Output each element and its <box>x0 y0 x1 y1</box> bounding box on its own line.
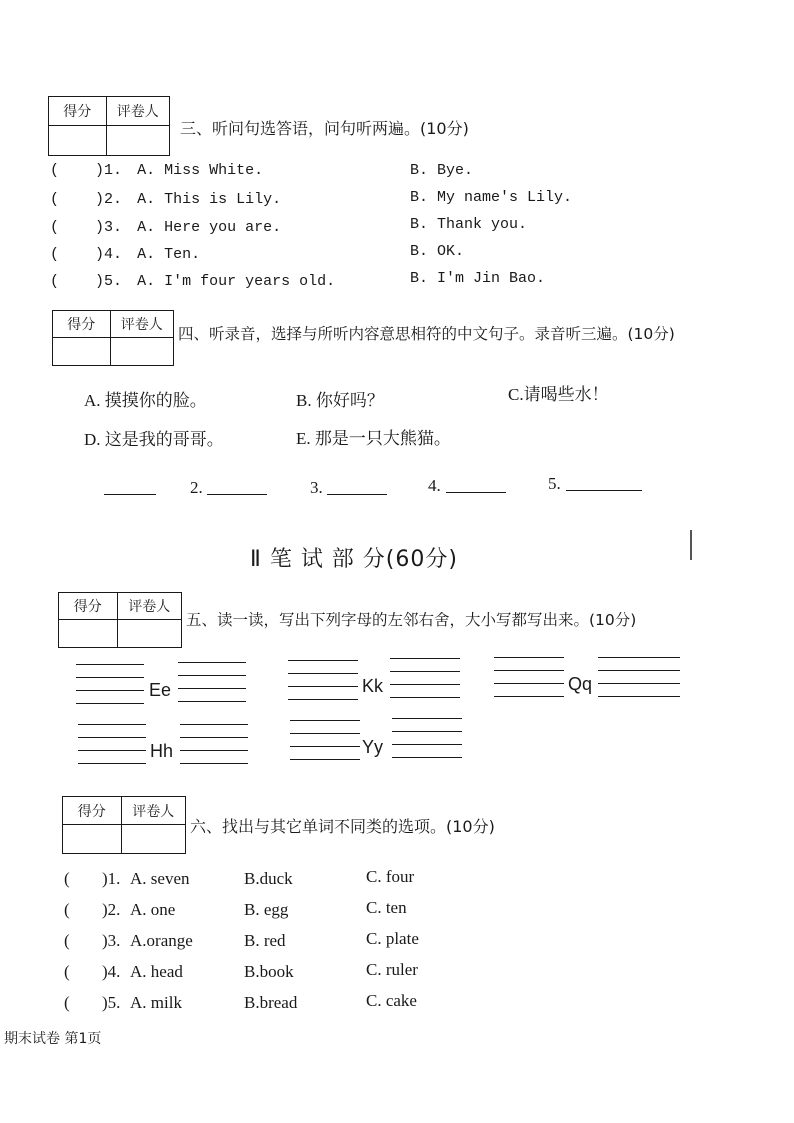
write-line[interactable] <box>288 660 358 661</box>
letter-yy: Yy <box>362 737 384 757</box>
option-b: B. Thank you. <box>410 216 528 233</box>
write-line[interactable] <box>598 657 680 658</box>
write-line[interactable] <box>288 699 358 700</box>
blank-label: 2. <box>190 478 203 497</box>
paren[interactable]: ( <box>50 219 60 236</box>
option-b: B. red <box>244 931 286 950</box>
answer-blank-4[interactable] <box>446 492 506 493</box>
option-a: A. seven <box>130 869 190 888</box>
score-cell[interactable] <box>63 825 122 853</box>
write-line[interactable] <box>180 724 248 725</box>
grader-cell[interactable] <box>111 338 173 365</box>
score-box-section3 <box>48 96 170 156</box>
write-line[interactable] <box>76 703 144 704</box>
score-cell[interactable] <box>53 338 111 365</box>
grader-cell[interactable] <box>122 825 185 853</box>
option-b: B. egg <box>244 900 289 919</box>
paren[interactable]: ( <box>50 246 60 263</box>
grader-label: 评卷人 <box>111 311 173 338</box>
letter-hh: Hh <box>150 741 174 761</box>
page-footer: 期末试卷 第1页 <box>4 1031 102 1047</box>
write-line[interactable] <box>178 675 246 676</box>
option-a: A. I'm four years old. <box>137 273 336 290</box>
answer-paren[interactable]: ( <box>64 962 70 981</box>
answer-blank-3[interactable] <box>327 494 387 495</box>
grader-cell[interactable] <box>118 620 181 647</box>
write-line[interactable] <box>494 657 564 658</box>
score-cell[interactable] <box>59 620 118 647</box>
answer-paren[interactable]: ( <box>64 993 70 1012</box>
write-line[interactable] <box>76 664 144 665</box>
part2-title: Ⅱ 笔 试 部 分(60分) <box>250 547 458 572</box>
write-line[interactable] <box>390 658 460 659</box>
section4-title: 四、听录音，选择与所听内容意思相符的中文句子。录音听三遍。(10分) <box>178 325 675 343</box>
write-line[interactable] <box>390 671 460 672</box>
option-b: B.bread <box>244 993 298 1012</box>
option-a: A. one <box>130 900 176 919</box>
write-line[interactable] <box>598 670 680 671</box>
answer-blank-1[interactable] <box>104 494 156 495</box>
write-line[interactable] <box>290 759 360 760</box>
item-number: )4. <box>102 962 121 981</box>
item-number: 3. <box>104 219 123 236</box>
write-line[interactable] <box>78 763 146 764</box>
write-line[interactable] <box>392 744 462 745</box>
write-line[interactable] <box>180 750 248 751</box>
option-b: B. 你好吗？ <box>296 391 384 410</box>
paren[interactable]: ( <box>50 162 60 179</box>
letter-ee: Ee <box>149 680 172 700</box>
option-b: B.book <box>244 962 294 981</box>
answer-paren[interactable]: ( <box>64 869 70 888</box>
item-number: 1. <box>104 162 123 179</box>
score-label: 得分 <box>53 311 111 338</box>
write-line[interactable] <box>178 662 246 663</box>
section6-title: 六、找出与其它单词不同类的选项。(10分) <box>190 817 495 836</box>
write-line[interactable] <box>288 686 358 687</box>
write-line[interactable] <box>178 688 246 689</box>
write-line[interactable] <box>290 720 360 721</box>
letter-qq: Qq <box>568 674 593 694</box>
item-number: 4. <box>104 246 123 263</box>
write-line[interactable] <box>290 733 360 734</box>
write-line[interactable] <box>494 696 564 697</box>
write-line[interactable] <box>598 696 680 697</box>
score-box-section4 <box>52 310 174 366</box>
write-line[interactable] <box>392 731 462 732</box>
option-a: A. This is Lily. <box>137 191 282 208</box>
write-line[interactable] <box>494 670 564 671</box>
list-item: ( )1. A. Miss White. <box>50 162 264 179</box>
write-line[interactable] <box>78 750 146 751</box>
option-c: C.请喝些水！ <box>508 385 609 404</box>
write-line[interactable] <box>392 757 462 758</box>
write-line[interactable] <box>178 701 246 702</box>
write-line[interactable] <box>290 746 360 747</box>
option-b: B. Bye. <box>410 162 474 179</box>
score-label: 得分 <box>59 593 118 620</box>
write-line[interactable] <box>180 763 248 764</box>
write-line[interactable] <box>494 683 564 684</box>
list-item: ( )2. A. This is Lily. <box>50 191 282 208</box>
grader-label: 评卷人 <box>122 797 185 825</box>
option-c: C. four <box>366 867 415 886</box>
section5-title: 五、读一读，写出下列字母的左邻右舍，大小写都写出来。(10分) <box>186 611 637 629</box>
answer-blank-2[interactable] <box>207 494 267 495</box>
grader-label: 评卷人 <box>107 97 169 126</box>
option-a: A.orange <box>130 931 193 950</box>
score-label: 得分 <box>49 97 107 126</box>
option-b: B. I'm Jin Bao. <box>410 270 546 287</box>
write-line[interactable] <box>180 737 248 738</box>
option-a: A. 摸摸你的脸。 <box>84 391 207 410</box>
answer-paren[interactable]: ( <box>64 900 70 919</box>
grader-cell[interactable] <box>107 126 169 155</box>
option-c: C. plate <box>366 929 419 948</box>
option-b: B. OK. <box>410 243 465 260</box>
write-line[interactable] <box>392 718 462 719</box>
letter-kk: Kk <box>362 676 384 696</box>
item-number: )5. <box>102 993 121 1012</box>
option-a: A. Here you are. <box>137 219 282 236</box>
section3-title: 三、听问句选答语，问句听两遍。(10分) <box>180 119 469 138</box>
blank-label: 1. <box>76 477 89 496</box>
item-number: )2. <box>102 900 121 919</box>
list-item: ( )5. A. I'm four years old. <box>50 273 336 290</box>
score-cell[interactable] <box>49 126 107 155</box>
score-label: 得分 <box>63 797 122 825</box>
answer-paren[interactable]: ( <box>64 931 70 950</box>
option-c: C. cake <box>366 991 417 1010</box>
option-a: A. Miss White. <box>137 162 264 179</box>
blank-label: 5. <box>548 474 561 493</box>
write-line[interactable] <box>288 673 358 674</box>
list-item: ( )4. A. Ten. <box>50 246 201 263</box>
item-number: 5. <box>104 273 123 290</box>
option-a: A. head <box>130 962 183 981</box>
write-line[interactable] <box>598 683 680 684</box>
item-number: 2. <box>104 191 123 208</box>
blank-label: 4. <box>428 476 441 495</box>
grader-label: 评卷人 <box>118 593 181 620</box>
write-line[interactable] <box>76 690 144 691</box>
option-a: A. milk <box>130 993 182 1012</box>
answer-blank-5[interactable] <box>566 490 642 491</box>
option-c: C. ruler <box>366 960 418 979</box>
option-c: C. ten <box>366 898 407 917</box>
score-box-section5 <box>58 592 182 648</box>
write-line[interactable] <box>390 697 460 698</box>
item-number: )3. <box>102 931 121 950</box>
option-e: E. 那是一只大熊猫。 <box>296 429 451 448</box>
option-d: D. 这是我的哥哥。 <box>84 430 224 449</box>
blank-label: 3. <box>310 478 323 497</box>
write-line[interactable] <box>76 677 144 678</box>
paren[interactable]: ( <box>50 273 60 290</box>
paren[interactable]: ( <box>50 191 60 208</box>
item-number: )1. <box>102 869 121 888</box>
write-line[interactable] <box>78 724 146 725</box>
write-line[interactable] <box>78 737 146 738</box>
option-b: B. My name's Lily. <box>410 189 573 206</box>
write-line[interactable] <box>390 684 460 685</box>
edge-mark <box>690 530 692 560</box>
option-a: A. Ten. <box>137 246 201 263</box>
option-b: B.duck <box>244 869 293 888</box>
list-item: ( )3. A. Here you are. <box>50 219 282 236</box>
score-box-section6 <box>62 796 186 854</box>
